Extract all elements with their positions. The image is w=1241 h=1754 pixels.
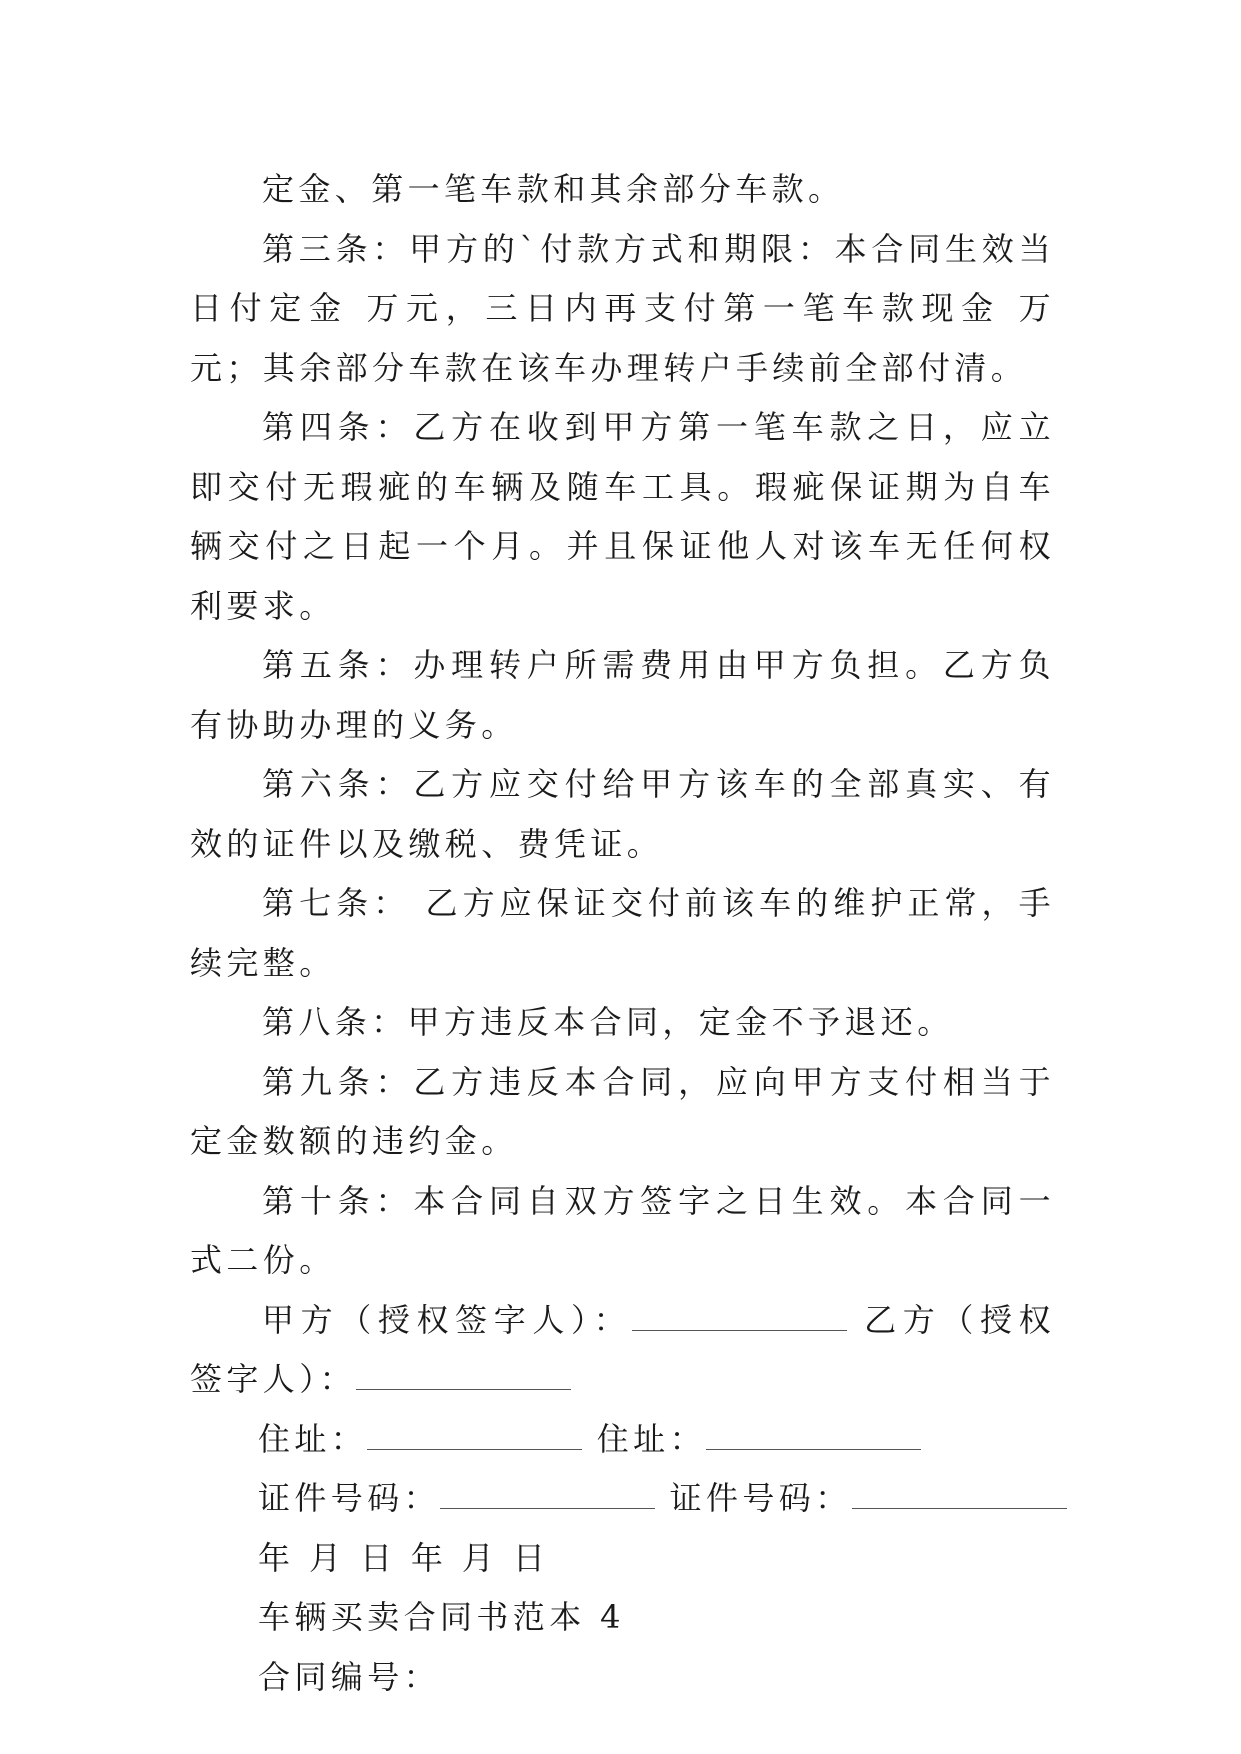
party-a-signature-label: 甲方（授权签字人）： bbox=[262, 1300, 633, 1339]
signature-block bbox=[190, 1291, 1055, 1410]
party-a-address-label: 住址： bbox=[258, 1419, 368, 1458]
address-line bbox=[190, 1410, 1055, 1470]
date-line: 年 月 日 年 月 日 bbox=[258, 1538, 550, 1577]
party-a-id-label: 证件号码： bbox=[258, 1479, 441, 1517]
article-9: 第九条：乙方违反本合同，应向甲方支付相当于定金数额的违约金。 bbox=[190, 1062, 1055, 1160]
contract-body bbox=[190, 160, 1055, 1707]
party-a-signature-blank bbox=[632, 1304, 847, 1331]
party-b-id-label: 证件号码： bbox=[669, 1479, 852, 1517]
article-7: 第七条： 乙方应保证交付前该车的维护正常，手续完整。 bbox=[190, 884, 1055, 982]
party-b-address-label: 住址： bbox=[596, 1419, 706, 1458]
article-5: 第五条：办理转户所需费用由甲方负担。乙方负有协助办理的义务。 bbox=[190, 646, 1055, 744]
party-b-address-blank bbox=[706, 1423, 921, 1450]
article-6: 第六条：乙方应交付给甲方该车的全部真实、有效的证件以及缴税、费凭证。 bbox=[190, 765, 1055, 863]
party-a-id-blank bbox=[440, 1482, 655, 1509]
party-b-signature-label: 乙方（授权签字人）： bbox=[190, 1300, 1055, 1398]
continuation-text: 定金、第一笔车款和其余部分车款。 bbox=[262, 170, 845, 208]
id-number-line bbox=[190, 1469, 1055, 1529]
article-8: 第八条：甲方违反本合同，定金不予退还。 bbox=[262, 1003, 954, 1041]
article-10: 第十条：本合同自双方签字之日生效。本合同一式二份。 bbox=[190, 1181, 1055, 1279]
article-4: 第四条：乙方在收到甲方第一笔车款之日，应立即交付无瑕疵的车辆及随车工具。瑕疵保证期为自车辆交付之日起一个月。并且保证他人对该车无任何权利要求。 bbox=[190, 408, 1055, 625]
next-contract-title: 车辆买卖合同书范本 4 bbox=[258, 1598, 625, 1636]
article-3: 第三条：甲方的`付款方式和期限：本合同生效当日付定金 万元，三日内再支付第一笔车款现金 万元；其余部分车款在该车办理转户手续前全部付清。 bbox=[190, 229, 1055, 387]
party-a-address-blank bbox=[367, 1423, 582, 1450]
contract-number-label: 合同编号： bbox=[258, 1657, 441, 1696]
party-b-signature-blank bbox=[356, 1363, 571, 1390]
party-b-id-blank bbox=[852, 1482, 1067, 1509]
